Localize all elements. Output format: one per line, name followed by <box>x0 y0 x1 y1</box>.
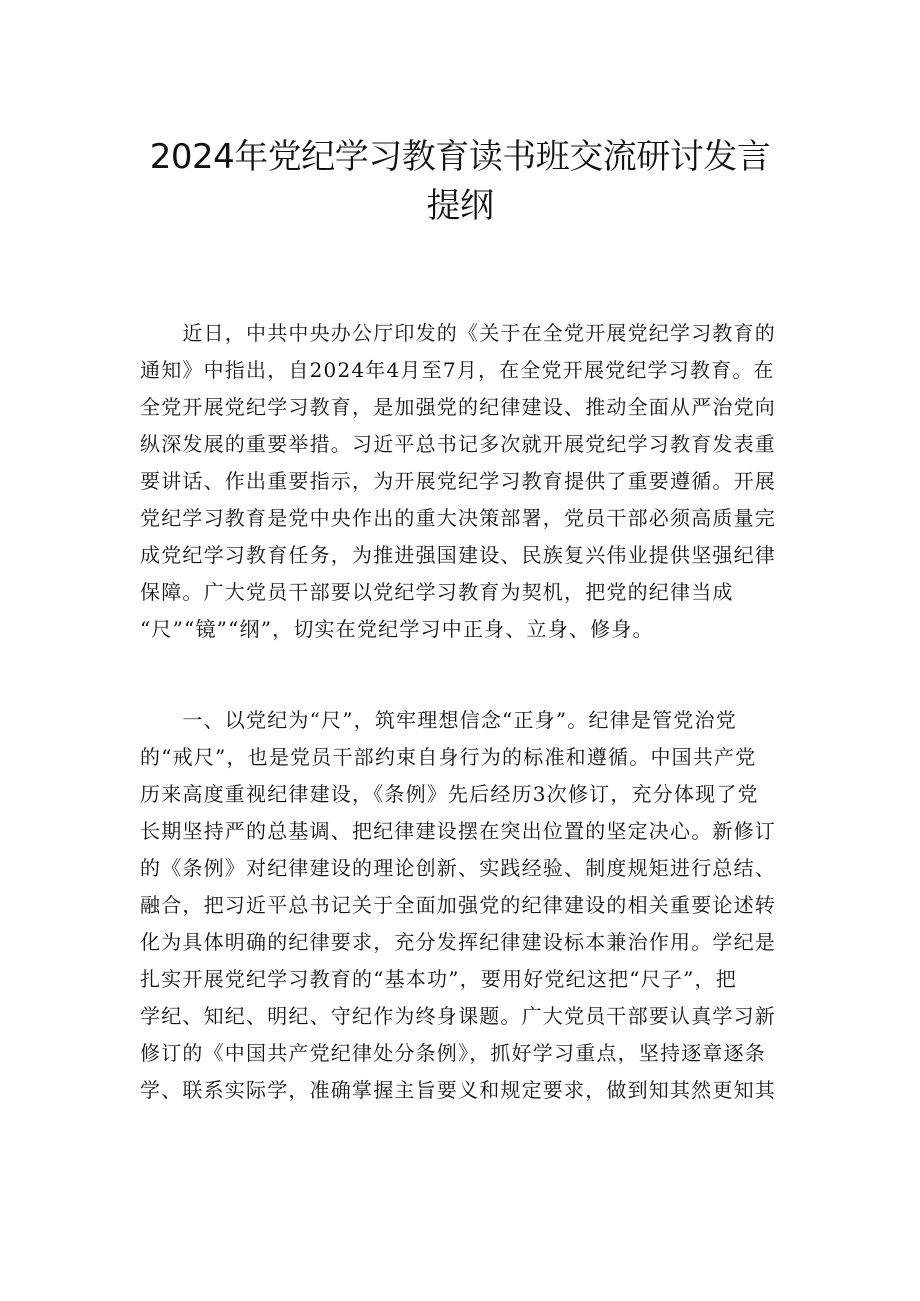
text-line: 融合，把习近平总书记关于全面加强党的纪律建设的相关重要论述转 <box>140 893 776 917</box>
paragraph-section-1 <box>140 702 785 1109</box>
text-line: 化为具体明确的纪律要求，充分发挥纪律建设标本兼治作用。学纪是 <box>140 930 776 954</box>
text-line: 一、以党纪为“尺”，筑牢理想信念“正身”。纪律是管党治党 <box>140 708 737 732</box>
text-line: 成党纪学习教育任务，为推进强国建设、民族复兴伟业提供坚强纪律 <box>140 543 776 567</box>
text-line: 要讲话、作出重要指示，为开展党纪学习教育提供了重要遵循。开展 <box>140 469 776 493</box>
text-line: 的“戒尺”，也是党员干部约束自身行为的标准和遵循。中国共产党 <box>140 745 757 769</box>
text-line: 历来高度重视纪律建设，《条例》先后经历3次修订，充分体现了党 <box>140 782 759 806</box>
text-line: 近日，中共中央办公厅印发的《关于在全党开展党纪学习教育的 <box>140 321 776 345</box>
text-line: 修订的《中国共产党纪律处分条例》，抓好学习重点，坚持逐章逐条 <box>140 1041 766 1065</box>
text-line: 的《条例》对纪律建设的理论创新、实践经验、制度规矩进行总结、 <box>140 856 776 880</box>
text-line: 纵深发展的重要举措。习近平总书记多次就开展党纪学习教育发表重 <box>140 432 776 456</box>
text-line: 党纪学习教育是党中央作出的重大决策部署，党员干部必须高质量完 <box>140 506 776 530</box>
document-title-line-1: 2024年党纪学习教育读书班交流研讨发言 <box>149 137 771 177</box>
text-line: 长期坚持严的总基调、把纪律建设摆在突出位置的坚定决心。新修订 <box>140 819 776 843</box>
text-line: “尺”“镜”“纲”，切实在党纪学习中正身、立身、修身。 <box>140 617 654 641</box>
text-line: 通知》中指出，自2024年4月至7月，在全党开展党纪学习教育。在 <box>140 358 775 382</box>
text-line: 学纪、知纪、明纪、守纪作为终身课题。广大党员干部要认真学习新 <box>140 1004 776 1028</box>
paragraph-intro <box>140 315 785 648</box>
text-line: 学、联系实际学，准确掌握主旨要义和规定要求，做到知其然更知其 <box>140 1078 776 1102</box>
document-title-line-2: 提纲 <box>426 186 494 226</box>
text-line: 保障。广大党员干部要以党纪学习教育为契机，把党的纪律当成 <box>140 580 734 604</box>
text-line: 扎实开展党纪学习教育的“基本功”，要用好党纪这把“尺子”，把 <box>140 967 737 991</box>
text-line: 全党开展党纪学习教育，是加强党的纪律建设、推动全面从严治党向 <box>140 395 776 419</box>
